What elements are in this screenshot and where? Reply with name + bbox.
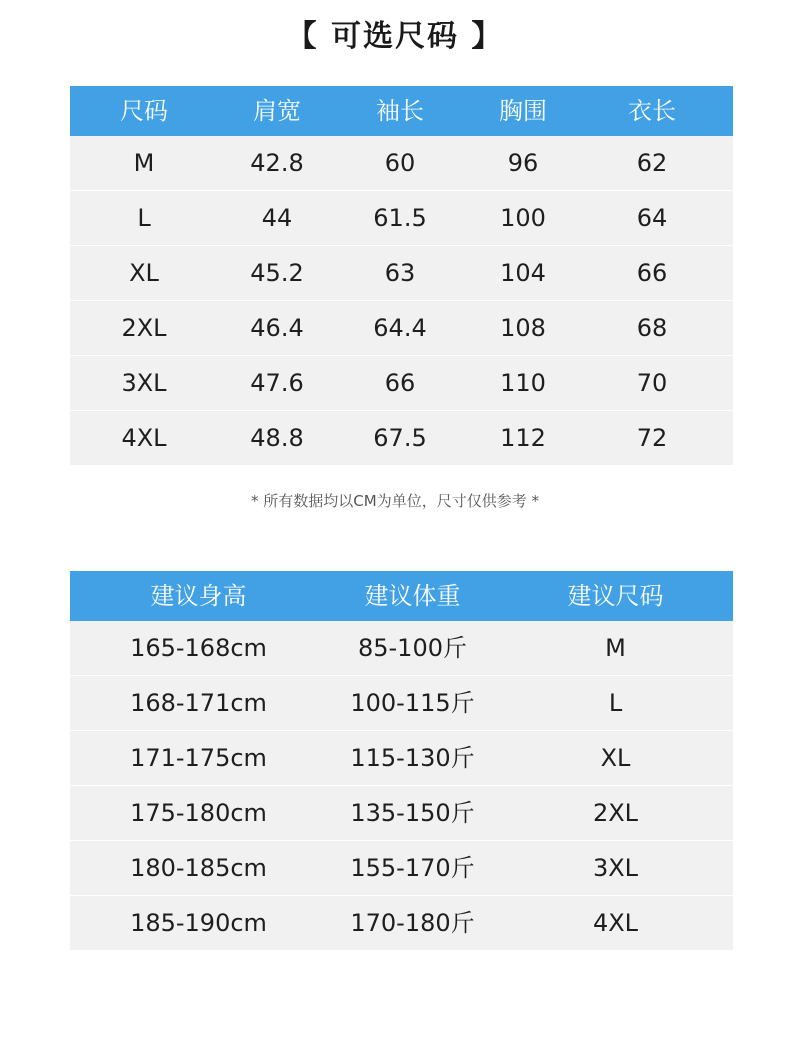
cell-height: 165-168cm <box>130 634 267 662</box>
size-table-body <box>70 136 733 465</box>
cell-shoulder: 47.6 <box>250 369 304 397</box>
cell-length: 62 <box>636 149 668 177</box>
cell-sleeve: 60 <box>384 149 416 177</box>
cell-recommended-size: XL <box>600 744 631 772</box>
cell-height: 175-180cm <box>130 799 267 827</box>
cell-recommended-size: 4XL <box>592 909 639 937</box>
cell-height: 168-171cm <box>130 689 267 717</box>
cell-recommended-size: L <box>608 689 623 717</box>
cell-height: 180-185cm <box>130 854 267 882</box>
cell-sleeve: 67.5 <box>373 424 427 452</box>
recommendation-table-body <box>70 621 733 950</box>
table-row <box>70 621 733 675</box>
recommendation-table-header <box>70 571 733 621</box>
table-row <box>70 136 733 190</box>
cell-recommended-size: M <box>605 634 626 662</box>
table-row <box>70 730 733 785</box>
cell-shoulder: 46.4 <box>250 314 304 342</box>
cell-size: L <box>137 204 151 232</box>
table-row <box>70 300 733 355</box>
recommendation-table <box>70 571 733 950</box>
table-row <box>70 190 733 245</box>
table-row <box>70 410 733 465</box>
cell-length: 72 <box>636 424 668 452</box>
cell-chest: 112 <box>500 424 546 452</box>
page-title: 【 可选尺码 】 <box>286 19 504 54</box>
cell-chest: 108 <box>500 314 546 342</box>
cell-chest: 96 <box>507 149 539 177</box>
cell-sleeve: 63 <box>384 259 416 287</box>
cell-size: M <box>133 149 155 177</box>
cell-chest: 104 <box>500 259 546 287</box>
table-row <box>70 895 733 950</box>
table-row <box>70 785 733 840</box>
cell-weight: 100-115斤 <box>350 689 475 717</box>
cell-sleeve: 64.4 <box>373 314 427 342</box>
cell-weight: 170-180斤 <box>350 909 475 937</box>
header-chest: 胸围 <box>499 97 547 125</box>
cell-chest: 110 <box>500 369 546 397</box>
table-row <box>70 675 733 730</box>
header-shoulder: 肩宽 <box>253 97 301 125</box>
cell-sleeve: 66 <box>384 369 416 397</box>
cell-weight: 135-150斤 <box>350 799 475 827</box>
header-size: 尺码 <box>120 97 168 125</box>
header-weight: 建议体重 <box>364 582 461 610</box>
header-sleeve: 袖长 <box>376 97 424 125</box>
cell-height: 171-175cm <box>130 744 267 772</box>
cell-shoulder: 45.2 <box>250 259 304 287</box>
header-recommended-size: 建议尺码 <box>567 582 664 610</box>
size-table <box>70 86 733 465</box>
cell-height: 185-190cm <box>130 909 267 937</box>
cell-length: 64 <box>636 204 668 232</box>
table-row <box>70 245 733 300</box>
table-row <box>70 840 733 895</box>
cell-shoulder: 48.8 <box>250 424 304 452</box>
cell-weight: 115-130斤 <box>350 744 475 772</box>
size-table-header <box>70 86 733 136</box>
cell-recommended-size: 3XL <box>592 854 639 882</box>
cell-sleeve: 61.5 <box>373 204 427 232</box>
measurement-note: * 所有数据均以CM为单位，尺寸仅供参考 * <box>251 492 539 510</box>
header-height: 建议身高 <box>150 582 247 610</box>
cell-weight: 85-100斤 <box>357 634 467 662</box>
cell-shoulder: 42.8 <box>250 149 304 177</box>
cell-size: XL <box>129 259 159 287</box>
header-length: 衣长 <box>628 97 676 125</box>
cell-length: 70 <box>636 369 668 397</box>
cell-length: 68 <box>636 314 668 342</box>
cell-weight: 155-170斤 <box>350 854 475 882</box>
cell-shoulder: 44 <box>261 204 293 232</box>
cell-size: 2XL <box>121 314 167 342</box>
cell-size: 4XL <box>121 424 167 452</box>
table-row <box>70 355 733 410</box>
cell-size: 3XL <box>121 369 167 397</box>
cell-length: 66 <box>636 259 668 287</box>
cell-chest: 100 <box>500 204 546 232</box>
cell-recommended-size: 2XL <box>592 799 639 827</box>
